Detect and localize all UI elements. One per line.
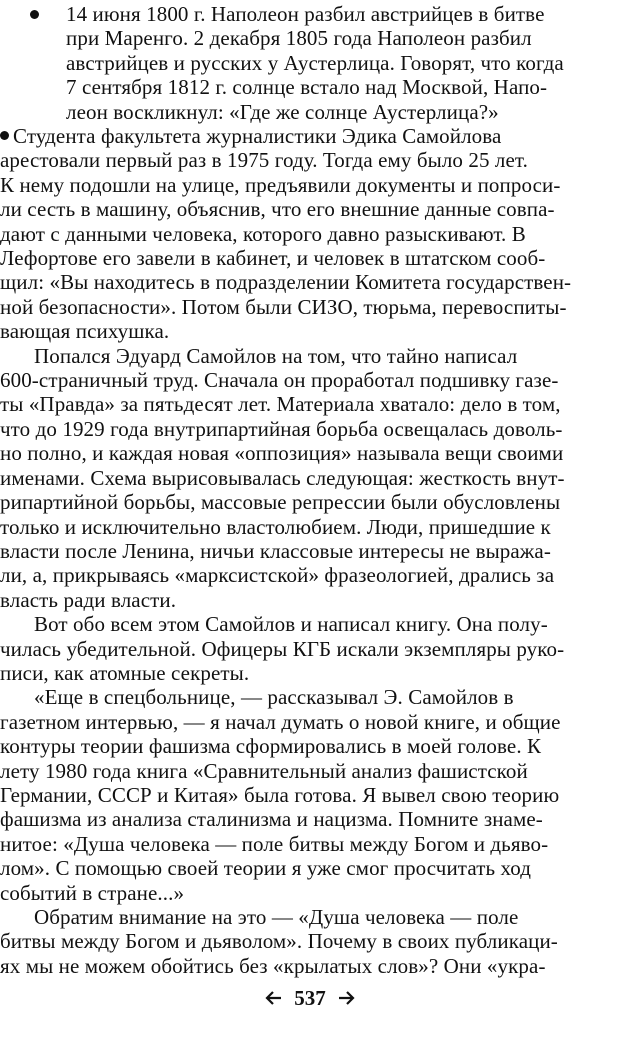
text-line: фашизма из анализа сталинизма и нацизма. Помните знаме- [0, 807, 543, 832]
bullet-text [66, 2, 616, 124]
text-line: Германии, СССР и Китая» была готова. Я вывел свою теорию [0, 782, 560, 807]
bullet-icon [0, 131, 9, 140]
text-line: газетном интервью, — я начал думать о новой книге, и общие [0, 709, 561, 734]
right-arrow-icon [337, 985, 355, 1011]
main-text [0, 124, 618, 978]
text-line: только и исключительно властолюбием. Люди, пришедшие к [0, 514, 551, 539]
paragraph-interview-quote [0, 685, 618, 905]
text-line: леон воскликнул: «Где же солнце Аустерлица?» [66, 99, 499, 124]
paragraph-winged-words [0, 905, 618, 978]
text-line: писи, как атомные секреты. [0, 660, 250, 685]
text-line-content: Студента факультета журналистики Эдика Самойлова [13, 124, 502, 148]
paragraph-manuscript [0, 344, 618, 612]
text-line: битвы между Богом и дьяволом». Почему в своих публикаци- [0, 929, 558, 954]
text-line: ной безопасности». Потом были СИЗО, тюрьма, перевоспиты- [0, 294, 567, 319]
paragraph-book [0, 612, 618, 685]
text-line: ли, а, прикрываясь «марксистской» фразеологией, дрались за [0, 563, 555, 588]
text-line: вающая психушка. [0, 319, 170, 344]
text-line: арестовали первый раз в 1975 году. Тогда ему было 25 лет. [0, 148, 528, 173]
text-line: рипартийной борьбы, массовые репрессии были обусловлены [0, 490, 561, 515]
left-arrow-icon [265, 985, 283, 1011]
text-line: К нему подошли на улице, предъявили документы и попроси- [0, 172, 561, 197]
text-line: 7 сентября 1812 г. солнце встало над Москвой, Напо- [66, 75, 548, 100]
text-line: лом». С помощью своей теории я уже смог просчитать ход [0, 856, 532, 881]
text-line: ях мы не можем обойтись без «крылатых слов»? Они «укра- [0, 953, 546, 978]
text-line: Лефортове его завели в кабинет, и человек в штатском сооб- [0, 246, 546, 271]
text-line: 14 июня 1800 г. Наполеон разбил австрийцев в битве [66, 2, 545, 26]
text-line: контуры теории фашизма сформировались в моей голове. К [0, 734, 542, 759]
text-line: чилась убедительной. Офицеры КГБ искали экземпляры руко- [0, 636, 565, 661]
text-line: щил: «Вы находитесь в подразделении Комитета государствен- [0, 270, 572, 295]
text-line: власти после Ленина, ничьи классовые интересы не выража- [0, 538, 551, 563]
text-line: именами. Схема вырисовывалась следующая: жесткость внут- [0, 465, 565, 490]
text-line: «Еще в спецбольнице, — рассказывал Э. Самойлов в [34, 685, 514, 710]
text-line: Обратим внимание на это — «Душа человека — поле [34, 905, 519, 929]
bullet-icon [30, 10, 39, 19]
text-line: событий в стране...» [0, 880, 185, 905]
text-line: дают с данными человека, которого давно разыскивают. В [0, 221, 526, 246]
page-footer [0, 985, 620, 1011]
page-number: 537 [294, 986, 326, 1010]
text-line: Попался Эдуард Самойлов на том, что тайно написал [34, 343, 518, 368]
text-line: нитое: «Душа человека — поле битвы между Богом и дьяво- [0, 831, 549, 856]
text-line [0, 124, 618, 148]
text-line: при Маренго. 2 декабря 1805 года Наполеон разбил [66, 26, 532, 51]
text-line: что до 1929 года внутрипартийная борьба освещалась доволь- [0, 416, 563, 441]
paragraph-samoilov-arrest [0, 124, 618, 344]
text-line: 600-страничный труд. Сначала он проработал подшивку газе- [0, 368, 559, 393]
text-line: Вот обо всем этом Самойлов и написал книгу. Она полу- [34, 612, 548, 637]
text-line: лету 1980 года книга «Сравнительный анализ фашистской [0, 758, 528, 783]
text-line: власть ради власти. [0, 587, 177, 612]
right-arrow-svg [337, 990, 355, 1006]
text-line: ты «Правда» за пятьдесят лет. Материала хватало: дело в том, [0, 392, 561, 417]
text-line: ли сесть в машину, объяснив, что его внешние данные совпа- [0, 197, 555, 222]
left-arrow-svg [265, 990, 283, 1006]
text-line: но полно, и каждая новая «оппозиция» называла вещи своими [0, 441, 564, 466]
text-line: австрийцев и русских у Аустерлица. Говорят, что когда [66, 50, 564, 75]
bullet-item-napoleon [6, 2, 616, 124]
